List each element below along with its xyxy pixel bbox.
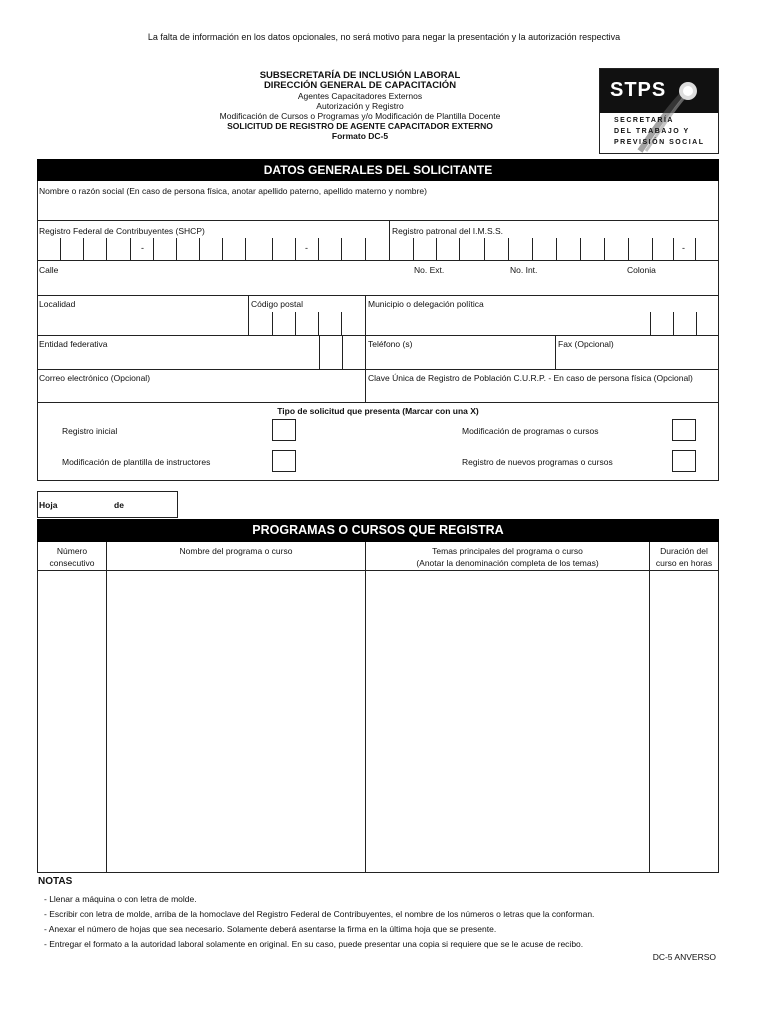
mod-plantilla-label: Modificación de plantilla de instructores: [62, 457, 211, 467]
rfc-dash-2: -: [305, 243, 308, 253]
registro-inicial-label: Registro inicial: [62, 426, 118, 436]
rfc-field[interactable]: [38, 238, 388, 260]
municipio-label: Municipio o delegación política: [368, 299, 484, 309]
programas-title: PROGRAMAS O CURSOS QUE REGISTRA: [37, 519, 719, 542]
mod-programas-label: Modificación de programas o cursos: [462, 426, 599, 436]
note-item-2: - Escribir con letra de molde, arriba de la homoclave del Registro Federal de Contribuyentes, el nombre de los números o letras que la conforman.: [44, 909, 595, 919]
imss-label: Registro patronal del I.M.S.S.: [392, 226, 504, 236]
header-autorizacion: Autorización y Registro: [316, 101, 404, 111]
programas-numero-cell[interactable]: [38, 571, 105, 872]
imss-field[interactable]: [391, 238, 717, 260]
municipio-field[interactable]: [366, 309, 718, 335]
imss-dash: -: [682, 243, 685, 253]
note-item-3: - Anexar el número de hojas que sea necesario. Solamente deberá asentarse la firma en la última hoja que se presente.: [44, 924, 497, 934]
curp-field[interactable]: [366, 384, 718, 402]
correo-field[interactable]: [38, 384, 364, 402]
entidad-field[interactable]: [38, 349, 318, 369]
hoja-label: Hoja: [39, 500, 58, 510]
stps-logo-line1: SECRETARÍA: [614, 117, 674, 124]
tipo-solicitud-title: Tipo de solicitud que presenta (Marcar con una X): [277, 406, 479, 416]
nuevos-programas-checkbox[interactable]: [672, 450, 696, 472]
optional-data-note: La falta de información en los datos opcionales, no será motivo para negar la presentación y la autorización respectiva: [147, 32, 621, 42]
hoja-field[interactable]: [62, 494, 110, 514]
mod-plantilla-checkbox[interactable]: [272, 450, 296, 472]
stps-logo-brand: STPS: [610, 79, 667, 101]
codigo-postal-label: Código postal: [251, 299, 303, 309]
col-temas-header: [366, 545, 649, 569]
registro-inicial-checkbox[interactable]: [272, 419, 296, 441]
programas-nombre-cell[interactable]: [107, 571, 364, 872]
note-item-4: - Entregar el formato a la autoridad laboral solamente en original. En su caso, puede presentar una copia si requiere que se le acuse de recibo.: [44, 939, 584, 949]
col-temas-line1: Temas principales del programa o curso: [432, 546, 583, 556]
fax-label: Fax (Opcional): [558, 339, 614, 349]
rfc-label: Registro Federal de Contribuyentes (SHCP): [39, 226, 205, 236]
notas-title: NOTAS: [38, 876, 73, 887]
stps-logo-line3: PREVISIÓN SOCIAL: [614, 139, 705, 146]
header-agentes: Agentes Capacitadores Externos: [297, 91, 423, 101]
header-formato: Formato DC-5: [331, 131, 389, 141]
col-numero-line2: consecutivo: [49, 558, 95, 568]
fax-field[interactable]: [556, 349, 718, 369]
nuevos-programas-label: Registro de nuevos programas o cursos: [462, 457, 613, 467]
calle-label: Calle: [39, 265, 59, 275]
no-ext-label: No. Ext.: [414, 265, 445, 275]
header-subsecretaria: SUBSECRETARÍA DE INCLUSIÓN LABORAL: [259, 70, 461, 81]
col-duracion-header: [650, 545, 718, 569]
note-item-1: - Llenar a máquina o con letra de molde.: [44, 894, 197, 904]
localidad-label: Localidad: [39, 299, 76, 309]
hoja-total-field[interactable]: [128, 494, 174, 514]
col-duracion-line2: curso en horas: [655, 558, 713, 568]
nombre-field[interactable]: [38, 196, 718, 220]
entidad-label: Entidad federativa: [39, 339, 108, 349]
codigo-postal-field[interactable]: [249, 312, 364, 335]
telefono-field[interactable]: [366, 349, 554, 369]
col-temas-line2: (Anotar la denominación completa de los temas): [416, 558, 599, 568]
calle-field[interactable]: [38, 275, 718, 295]
no-int-label: No. Int.: [510, 265, 538, 275]
telefono-label: Teléfono (s): [368, 339, 413, 349]
stps-logo: [599, 68, 719, 154]
stps-logo-line2: DEL TRABAJO Y: [614, 128, 690, 135]
header-direccion: DIRECCIÓN GENERAL DE CAPACITACIÓN: [263, 80, 457, 91]
form-header: [120, 71, 600, 141]
curp-label: Clave Única de Registro de Población C.U.R.P. - En caso de persona física (Opcional): [368, 373, 693, 383]
datos-generales-title: DATOS GENERALES DEL SOLICITANTE: [37, 159, 719, 181]
localidad-field[interactable]: [38, 309, 247, 335]
col-duracion-line1: Duración del: [660, 546, 708, 556]
programas-temas-cell[interactable]: [366, 571, 648, 872]
header-solicitud: SOLICITUD DE REGISTRO DE AGENTE CAPACITADOR EXTERNO: [227, 121, 493, 131]
header-modificacion: Modificación de Cursos o Programas y/o Modificación de Plantilla Docente: [219, 111, 501, 121]
correo-label: Correo electrónico (Opcional): [39, 373, 151, 383]
hoja-de-label: de: [114, 500, 124, 510]
colonia-label: Colonia: [627, 265, 656, 275]
rfc-dash-1: -: [141, 243, 144, 253]
form-footer-code: DC-5 ANVERSO: [652, 952, 716, 962]
nombre-label: Nombre o razón social (En caso de persona física, anotar apellido paterno, apellido materno y nombre): [39, 186, 427, 196]
col-numero-line1: Número: [56, 546, 88, 556]
programas-duracion-cell[interactable]: [650, 571, 718, 872]
col-nombre-header: Nombre del programa o curso: [179, 546, 293, 556]
col-numero-header: [38, 545, 106, 569]
mod-programas-checkbox[interactable]: [672, 419, 696, 441]
